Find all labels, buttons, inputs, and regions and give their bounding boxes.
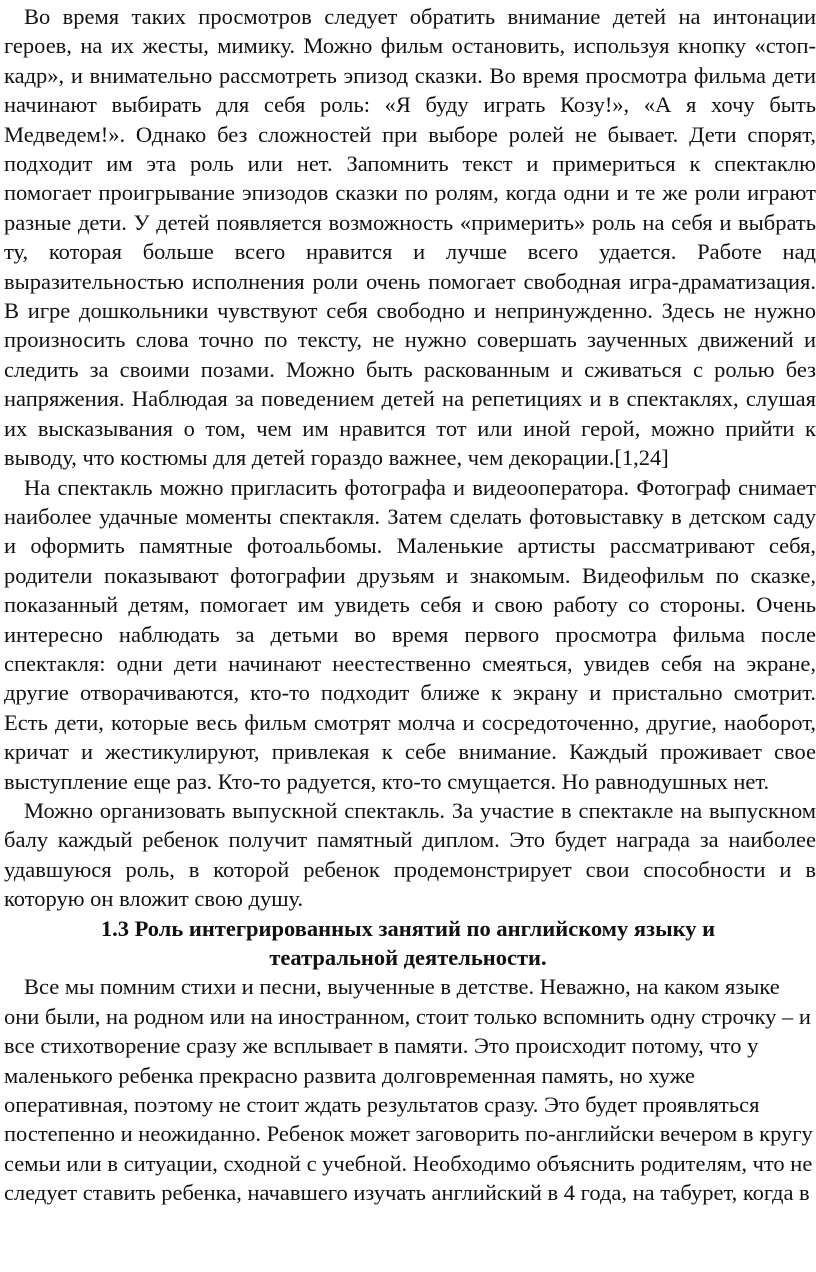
paragraph-graduation: Можно организовать выпускной спектакль. За участие в спектакле на выпускном балу каждый ребенок получит памятный диплом. Это будет награда за наиболее удавшуюся роль, в которой ребенок продемонстрирует свои способности и в которую он вложит свою душу. xyxy=(4,797,816,912)
paragraph-photographer: На спектакль можно пригласить фотографа и видеооператора. Фотограф снимает наиболее удачные моменты спектакля. Затем сделать фотовыставку в детском саду и оформить памятные фотоальбомы. Маленькие артисты рассматривают себя, родители показывают фотографии друзьям и знакомым. Видеофильм по сказке, показанный детям, помогает им увидеть себя и свою работу со стороны. Очень интересно наблюдать за детьми во время первого просмотра фильма после спектакля: одни дети начинают неестественно смеяться, увидев себя на экране, другие отворачиваются, кто-то подходит ближе к экрану и пристально смотрит. Есть дети, которые весь фильм смотрят молча и сосредоточенно, другие, наоборот, кричат и жестикулируют, привлекая к себе внимание. Каждый проживает свое выступление еще раз. Кто-то радуется, кто-то смущается. Но равнодушных нет. xyxy=(4,474,816,794)
paragraph-viewing: Во время таких просмотров следует обратить внимание детей на интонации героев, на их жесты, мимику. Можно фильм остановить, используя кнопку «стоп-кадр», и внимательно рассмотреть эпизод сказки. Во время просмотра фильма дети начинают выбирать для себя роль: «Я буду играть Козу!», «А я хочу быть Медведем!». Однако без сложностей при выборе ролей не бывает. Дети спорят, подходит им эта роль или нет. Запомнить текст и примериться к спектаклю помогает проигрывание эпизодов сказки по ролям, когда одни и те же роли играют разные дети. У детей появляется возможность «примерить» роль на себя и выбрать ту, которая больше всего нравится и лучше всего удается. Работе над выразительностью исполнения роли очень помогает свободная игра-драматизация. В игре дошкольники чувствуют себя свободно и непринужденно. Здесь не нужно произносить слова точно по тексту, не нужно совершать заученных движений и следить за своими позами. Можно быть раскованным и сживаться с ролью без напряжения. Наблюдая за поведением детей на репетициях и в спектаклях, слушая их высказывания о том, чем им нравится тот или иной герой, можно прийти к выводу, что костюмы для детей гораздо важнее, чем декорации.[1,24] xyxy=(4,4,816,471)
paragraph-memory: Все мы помним стихи и песни, выученные в детстве. Неважно, на каком языке они были, на родном или на иностранном, стоит только вспомнить одну строчку – и все стихотворение сразу же всплывает в памяти. Это происходит потому, что у маленького ребенка прекрасно развита долговременная память, но хуже оперативная, поэтому не стоит ждать результатов сразу. Это будет проявляться постепенно и неожиданно. Ребенок может заговорить по-английски вечером в кругу семьи или в ситуации, сходной с учебной. Необходимо объяснить родителям, что не следует ставить ребенка, начавшего изучать английский в 4 года, на табурет, когда в xyxy=(4,974,813,1206)
section-heading: 1.3 Роль интегрированных занятий по английскому языку и театральной деятельности. xyxy=(100,915,716,970)
